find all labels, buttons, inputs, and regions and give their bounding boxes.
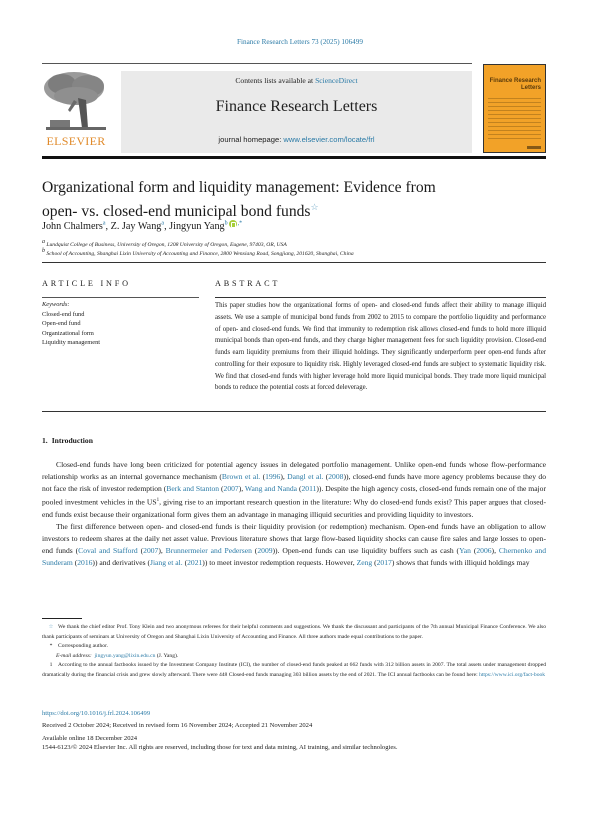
footnote-ref[interactable]: 1 xyxy=(156,498,160,504)
section-heading-introduction xyxy=(42,436,93,445)
title-line-2: open- vs. closed-end municipal bond funds xyxy=(42,202,311,220)
affiliation-text: School of Accounting, Shanghai Lixin University of Accounting and Finance, 2800 Wenxiang Road, Songjiang, 201620, Shanghai, China xyxy=(45,250,354,257)
footnotes xyxy=(42,623,546,680)
section-title: Introduction xyxy=(51,436,93,445)
paragraph: The first difference between open- and closed-end funds is their liquidity provision (or redemption) mechanism. Open-end funds have an obligation to allow investors to redeem shares at the daily net asset value. Previous literature shows that large flow-based liquidity shocks can cause fire sales and large losses to open-end funds (Coval and Stafford (2007), Brunnermeier and Pedersen (2009)). Open-end funds can use liquidity buffers such as cash (Yan (2006), Chernenko and Sunderam (2016)) and derivatives (Jiang et al. (2021)) to meet investor redemption requests. However, Zeng (2017) shows that funds with illiquid holdings may xyxy=(42,522,547,568)
author-name[interactable]: Jingyun Yang xyxy=(169,221,225,232)
footnote-text: We thank the chief editor Prof. Tony Klein and two anonymous referees for their helpful comments and suggestions. We thank the discussant and participants of the 7th annual Municipal Finance Conference. We also thank participants of seminars at University of Oregon and Shanghai Lixin University of Accounting and Finance. All three authors made equal contributions to the paper. xyxy=(42,624,546,640)
affiliation-rule xyxy=(42,262,546,263)
elsevier-logo[interactable] xyxy=(42,68,110,154)
orcid-icon[interactable] xyxy=(229,220,237,228)
author-separator: , xyxy=(105,221,111,232)
citation-link[interactable]: Brown et al. xyxy=(221,472,261,482)
footnote-asterisk: * xyxy=(49,643,53,649)
citation-link[interactable]: Yan xyxy=(459,546,471,556)
keyword-item: Liquidity management xyxy=(42,339,101,346)
affiliation-a xyxy=(42,239,287,248)
cover-publisher-mark xyxy=(527,146,541,149)
journal-citation[interactable]: Finance Research Letters 73 (2025) 106499 xyxy=(237,38,363,46)
email-owner: (J. Yang). xyxy=(155,652,179,659)
footnote-email xyxy=(42,652,546,662)
citation-year-link[interactable]: 2007 xyxy=(143,546,159,556)
homepage-line xyxy=(121,135,472,144)
citation-year-link[interactable]: 2011 xyxy=(301,484,317,494)
footnote-1 xyxy=(42,661,546,680)
title-note-star-icon[interactable]: ☆ xyxy=(310,201,319,212)
citation-year-link[interactable]: 2006 xyxy=(476,546,492,556)
footnote-star-icon: ☆ xyxy=(48,624,54,630)
journal-cover[interactable] xyxy=(483,64,546,153)
article-info-heading: ARTICLE INFO xyxy=(42,279,131,288)
sciencedirect-link[interactable]: ScienceDirect xyxy=(315,76,358,85)
contents-prefix: Contents lists available at xyxy=(235,76,316,85)
doi-link[interactable]: https://doi.org/10.1016/j.frl.2024.106499 xyxy=(42,710,151,717)
email-link[interactable]: jingyun.yang@lixin.edu.cn xyxy=(94,652,156,659)
citation-year-link[interactable]: 2017 xyxy=(376,558,392,568)
citation-year-link[interactable]: 2009 xyxy=(257,546,273,556)
keyword-item: Organizational form xyxy=(42,329,94,337)
running-head[interactable] xyxy=(0,38,600,46)
journal-banner xyxy=(121,71,472,153)
article-title xyxy=(42,178,502,221)
abstract-body: This paper studies how the organizational forms of open- and closed-end funds affect their ability to manage illiquid assets. We use a sample of municipal bond funds from 2002 to 2015 to compare the portfolio liquidity and performance of open- and closed-end funds. We find that immunity to redemption risk allows closed-end funds to hold more illiquid municipal bonds than open-end funds, and they charge higher management fees for such liquidity provision. Closed-end funds earn liquidity premiums from their illiquid holdings. They significantly underperform peer open-end funds after controlling for their exposure to liquidity risk. Highly leveraged closed-end funds are subject to systematic liquidity risk. We find that closed-end funds with higher leverage hold more liquid municipal bonds. They trade more liquid municipal bonds to reduce the potential costs at forced deleverage. xyxy=(215,302,546,392)
author-list xyxy=(42,220,242,232)
article-info-rule xyxy=(42,297,199,298)
cover-title xyxy=(483,78,541,91)
cover-contents-lines xyxy=(488,98,541,142)
citation-link[interactable]: Berk and Stanton xyxy=(166,484,220,494)
author-affil-mark[interactable]: b xyxy=(224,220,228,227)
ici-factbook-link[interactable]: https://www.ici.org/fact-book xyxy=(479,671,546,678)
author-separator: , xyxy=(164,221,170,232)
abstract-bottom-rule xyxy=(42,411,546,412)
author-affil-mark[interactable]: a xyxy=(161,220,165,227)
footnote-text: According to the annual factbooks issued by the Investment Company Institute (ICI), the number of closed-end funds peaked at 662 funds with 312 billion assets in 2007. The total assets under management dropped dramatically during the financial crisis and grew slowly afterward. There were 448 Closed-end funds managing 303 billion assets by the end of 2021. The ICI annual factbooks can be found here: xyxy=(42,662,546,678)
citation-year-link[interactable]: 2008 xyxy=(328,472,344,482)
author-name[interactable]: John Chalmers xyxy=(42,221,103,232)
citation-year-link[interactable]: 2016 xyxy=(77,558,93,568)
author-affil-mark[interactable]: a xyxy=(102,220,106,227)
citation-link[interactable]: Wang and Nanda xyxy=(244,484,298,494)
author-name[interactable]: Z. Jay Wang xyxy=(110,221,162,232)
elsevier-wordmark: ELSEVIER xyxy=(46,134,106,148)
introduction-body xyxy=(42,459,546,569)
citation-year-link[interactable]: 1996 xyxy=(265,472,281,482)
copyright-notice: 1544-6123/© 2024 Elsevier Inc. All rights are reserved, including those for text and data mining, AI training, and similar technologies. xyxy=(42,744,398,751)
journal-title: Finance Research Letters xyxy=(215,98,378,115)
section-number: 1. xyxy=(42,436,48,445)
citation-link[interactable]: Jiang et al. xyxy=(149,558,183,568)
citation-year-link[interactable]: 2021 xyxy=(187,558,203,568)
elsevier-tree-icon xyxy=(44,70,108,132)
keyword-item: Closed-end fund xyxy=(42,310,85,318)
footnote-number: 1 xyxy=(49,662,53,668)
contents-line xyxy=(121,76,472,85)
paragraph: Closed-end funds have long been criticized for potential agency issues in delegated portfolio management. Unlike open-end funds whose flow-performance relationship works as an internal governance mechanism (Brown et al. (1996), Dangl et al. (2008)), closed-end funds have more agency problems because they do not face the risk of investor redemption (Berk and Stanton (2007), Wang and Nanda (2011)). Despite the high agency costs, closed-end funds remain one of the major pooled investment vehicles in the $US^1$, giving rise to an important research question in the literature: Why do closed-end funds exist? This paper argues that closed-end funds exist because their organizational form gives them an advantage in managing illiquid securities and providing liquidity to investors. xyxy=(42,460,547,519)
affiliation-text: Lundquist College of Business, University of Oregon, 1208 University of Oregon, Eugene, 97403, OR, USA xyxy=(45,241,287,248)
citation-link[interactable]: Coval and Stafford xyxy=(78,546,138,556)
homepage-link[interactable]: www.elsevier.com/locate/frl xyxy=(283,135,375,144)
affiliation-mark: a xyxy=(42,239,45,245)
citation-link[interactable]: Dangl et al. xyxy=(287,472,324,482)
footnote-text: Corresponding author. xyxy=(58,643,109,649)
footnote-corresponding xyxy=(42,642,546,652)
citation-year-link[interactable]: 2007 xyxy=(223,484,239,494)
header-thick-rule xyxy=(42,156,546,159)
affiliation-mark: b xyxy=(42,248,45,254)
corresponding-mark[interactable]: ,* xyxy=(237,220,243,227)
header-rule xyxy=(42,63,472,64)
citation-link[interactable]: Zeng xyxy=(356,558,373,568)
citation-link[interactable]: Chernenko and Sunderam xyxy=(42,546,547,568)
keyword-item: Open-end fund xyxy=(42,320,81,327)
homepage-prefix: journal homepage: xyxy=(218,135,284,144)
available-online: Available online 18 December 2024 xyxy=(42,735,138,742)
email-label: E-mail address: xyxy=(56,652,92,659)
cover-title-line1: Finance Research xyxy=(489,78,541,84)
keywords-block xyxy=(42,300,100,348)
abstract-rule xyxy=(215,297,546,298)
citation-link[interactable]: Brunnermeier and Pedersen xyxy=(165,546,252,556)
received-dates: Received 2 October 2024; Received in revised form 16 November 2024; Accepted 21 November 2024 xyxy=(42,722,313,729)
cover-title-line2: Letters xyxy=(520,84,541,91)
footnote-rule xyxy=(42,618,82,619)
title-line-1: Organizational form and liquidity management: Evidence from xyxy=(42,179,436,196)
footnote-acknowledgement xyxy=(42,623,546,642)
affiliation-b xyxy=(42,248,354,257)
keywords-label: Keywords: xyxy=(42,301,70,308)
abstract-heading: ABSTRACT xyxy=(215,279,281,288)
